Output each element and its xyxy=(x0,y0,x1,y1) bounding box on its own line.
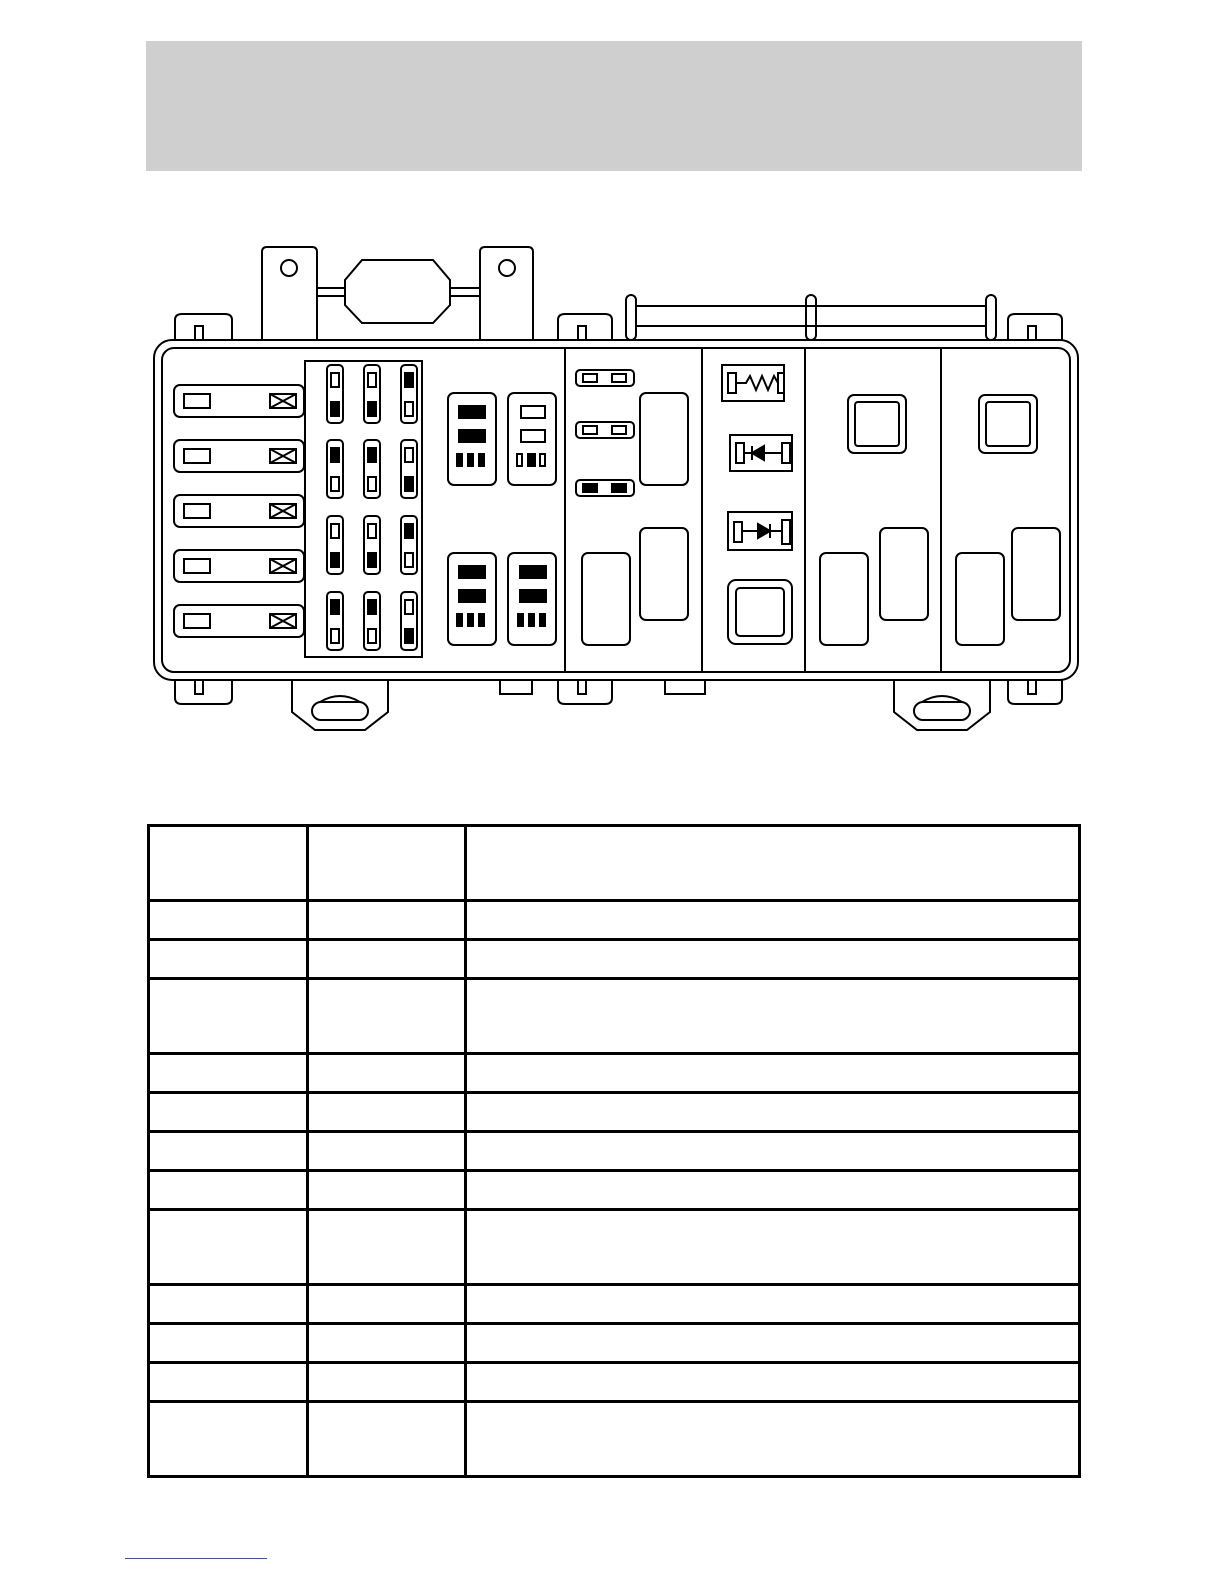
table-cell xyxy=(149,940,308,979)
table-header-cell xyxy=(308,826,466,901)
table-row xyxy=(149,1324,1080,1363)
connector-hex xyxy=(345,260,450,323)
clip-top-1 xyxy=(175,314,232,340)
table-row xyxy=(149,1402,1080,1477)
table-cell xyxy=(149,979,308,1054)
clip-top-2 xyxy=(558,314,612,340)
bottom-features xyxy=(175,680,1062,730)
table-cell xyxy=(149,1054,308,1093)
table-row xyxy=(149,1132,1080,1171)
table-cell xyxy=(308,1324,466,1363)
table-cell xyxy=(466,1093,1080,1132)
table-cell xyxy=(149,1171,308,1210)
mounting-tab-left xyxy=(262,247,317,340)
latch-right xyxy=(894,680,990,730)
top-rail xyxy=(626,295,996,340)
table-cell xyxy=(149,1132,308,1171)
table-cell xyxy=(149,1093,308,1132)
table-header-cell xyxy=(466,826,1080,901)
table-cell xyxy=(308,1363,466,1402)
table-cell xyxy=(466,1402,1080,1477)
table-cell xyxy=(308,1132,466,1171)
table-cell xyxy=(308,1171,466,1210)
table-row xyxy=(149,940,1080,979)
table-cell xyxy=(466,1054,1080,1093)
table-cell xyxy=(308,979,466,1054)
table-cell xyxy=(308,1054,466,1093)
table-cell xyxy=(466,979,1080,1054)
table-cell xyxy=(308,1285,466,1324)
table-cell xyxy=(466,1210,1080,1285)
footer-link-underline[interactable] xyxy=(125,1558,267,1559)
latch-left xyxy=(292,680,388,730)
table-row xyxy=(149,1363,1080,1402)
table-header-cell xyxy=(149,826,308,901)
table-cell xyxy=(466,1171,1080,1210)
table-cell xyxy=(308,940,466,979)
table-row xyxy=(149,1285,1080,1324)
table-cell xyxy=(308,1093,466,1132)
table-row xyxy=(149,979,1080,1054)
table-row xyxy=(149,1093,1080,1132)
table-cell xyxy=(149,1285,308,1324)
table-cell xyxy=(466,1285,1080,1324)
table-cell xyxy=(149,1210,308,1285)
table-cell xyxy=(308,1210,466,1285)
table-row xyxy=(149,1171,1080,1210)
table-cell xyxy=(466,901,1080,940)
table-cell xyxy=(466,1324,1080,1363)
mounting-tab-right xyxy=(480,247,533,340)
table-cell xyxy=(466,1132,1080,1171)
fuse-table xyxy=(147,824,1081,1478)
table-row xyxy=(149,1210,1080,1285)
table-row xyxy=(149,901,1080,940)
table-cell xyxy=(149,1324,308,1363)
table-cell xyxy=(149,901,308,940)
page-header-band xyxy=(146,41,1082,171)
table-cell xyxy=(308,1402,466,1477)
table-cell xyxy=(149,1363,308,1402)
table-row xyxy=(149,1054,1080,1093)
table-cell xyxy=(149,1402,308,1477)
power-distribution-box-diagram xyxy=(150,240,1084,740)
table-cell xyxy=(466,940,1080,979)
table-header-row xyxy=(149,826,1080,901)
table-cell xyxy=(466,1363,1080,1402)
table-cell xyxy=(308,901,466,940)
clip-top-3 xyxy=(1008,314,1062,340)
